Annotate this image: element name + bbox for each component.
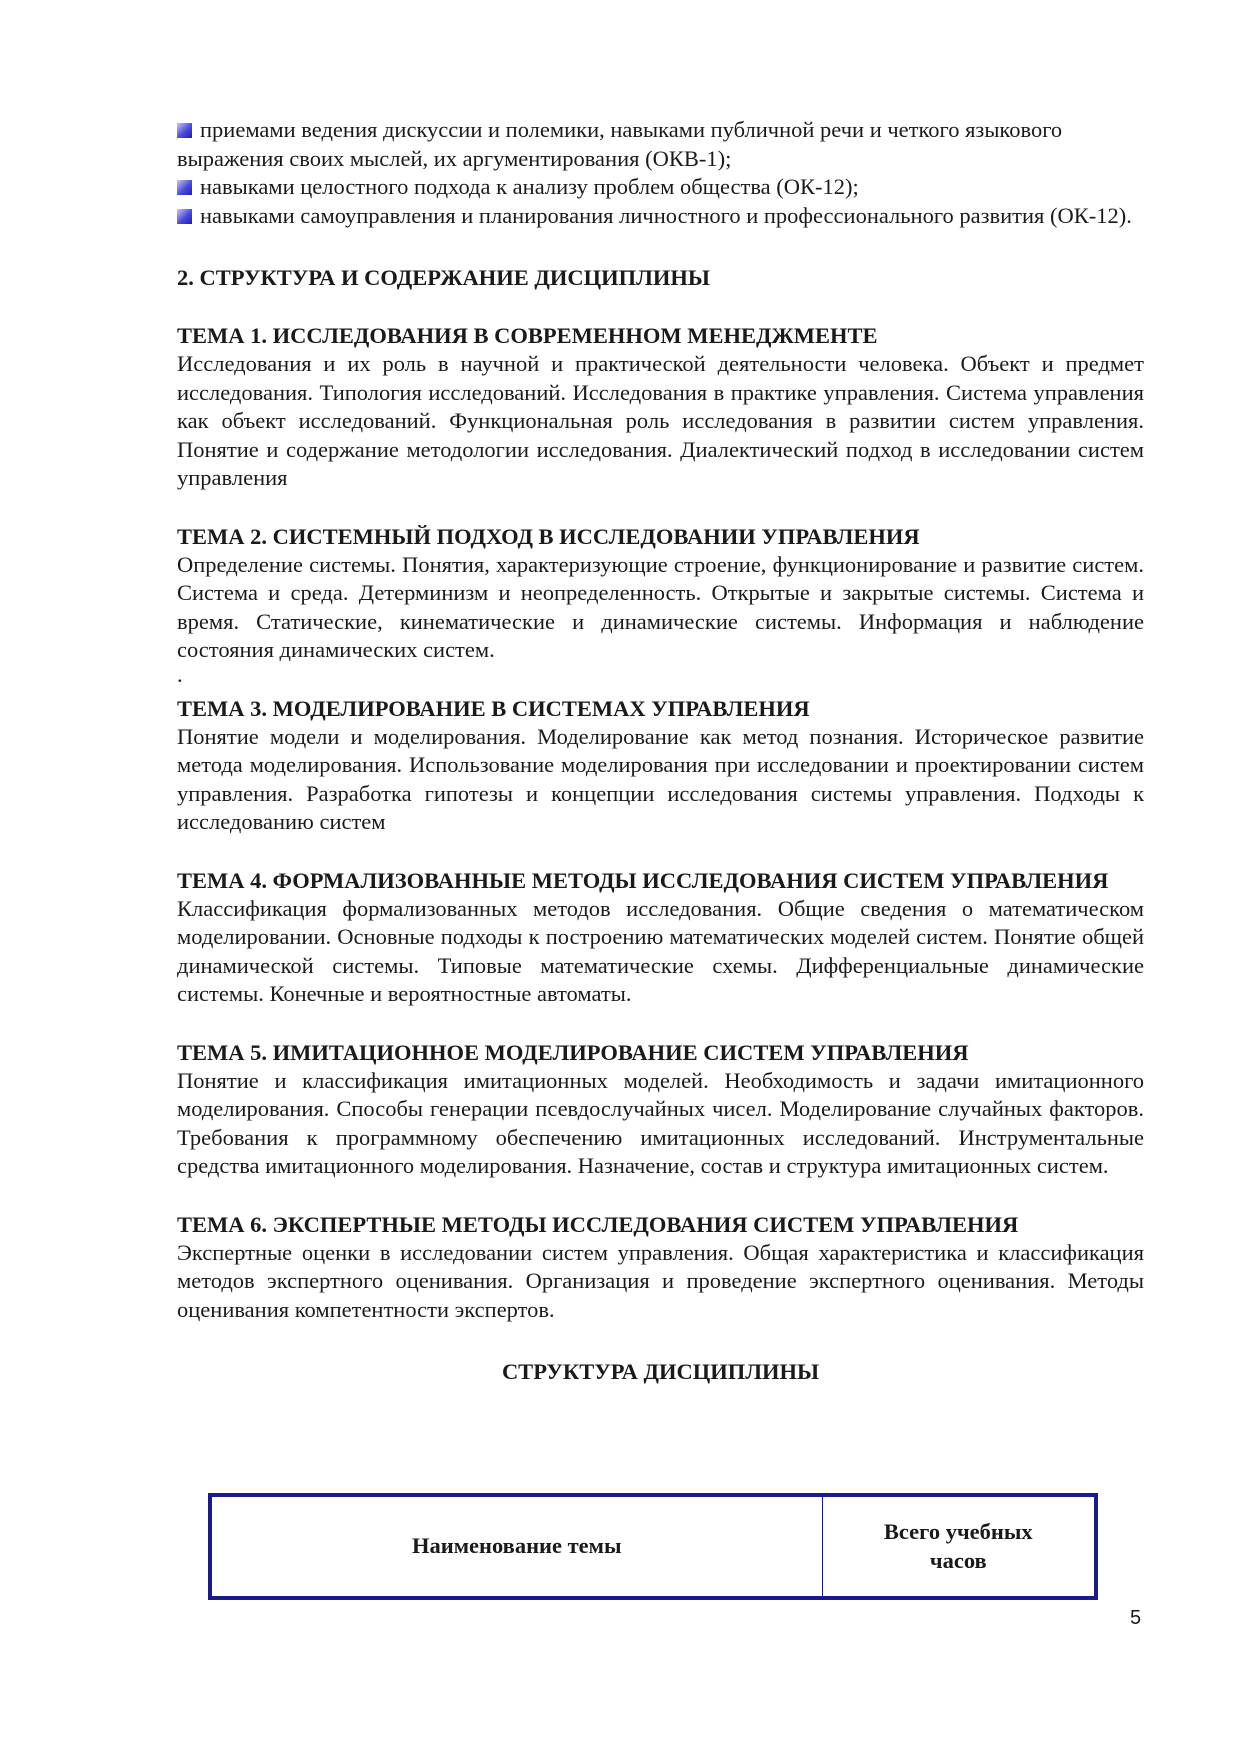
section-title: 2. СТРУКТУРА И СОДЕРЖАНИЕ ДИСЦИПЛИНЫ [177, 265, 710, 290]
table-title: СТРУКТУРА ДИСЦИПЛИНЫ [501, 1359, 820, 1384]
topic-3-title: ТЕМА 3. МОДЕЛИРОВАНИЕ В СИСТЕМАХ УПРАВЛЕНИЯ [177, 695, 810, 721]
structure-table [208, 1493, 1098, 1600]
header-total-hours: Всего учебных часов [822, 1495, 1096, 1598]
topic-1-title: ТЕМА 1. ИССЛЕДОВАНИЯ В СОВРЕМЕННОМ МЕНЕДЖМЕНТЕ [177, 323, 878, 348]
document-body [177, 116, 1144, 1386]
topic-2-title: ТЕМА 2. СИСТЕМНЫЙ ПОДХОД В ИССЛЕДОВАНИИ УПРАВЛЕНИЯ [177, 523, 920, 549]
bullet-item: приемами ведения дискуссии и полемики, навыками публичной речи и четкого языкового выражения своих мыслей, их аргументирования (ОКВ-1); [177, 117, 1063, 171]
topic-6-text: Экспертные оценки в исследовании систем управления. Общая характеристика и классификация методов экспертного оценивания. Организация и проведение экспертного оценивания. Методы оценивания компетентности экспертов. [177, 1239, 1144, 1322]
square-bullet-icon [177, 180, 192, 195]
topic-5-text: Понятие и классификация имитационных моделей. Необходимость и задачи имитационного моделирования. Способы генерации псевдослучайных чисел. Моделирование случайных факторов. Требования к программному обеспечению имитационных исследований. Инструментальные средства имитационного моделирования. Назначение, состав и структура имитационных систем. [177, 1067, 1144, 1178]
topic-5-title: ТЕМА 5. ИМИТАЦИОННОЕ МОДЕЛИРОВАНИЕ СИСТЕМ УПРАВЛЕНИЯ [177, 1039, 969, 1065]
header-topic-name: Наименование темы [210, 1495, 822, 1598]
topic-3-text: Понятие модели и моделирования. Моделирование как метод познания. Историческое развитие метода моделирования. Использование моделирования при исследовании и проектировании систем управления. Разработка гипотезы и концепции исследования системы управления. Подходы к исследованию систем [177, 723, 1144, 834]
topic-4-title: ТЕМА 4. ФОРМАЛИЗОВАННЫЕ МЕТОДЫ ИССЛЕДОВАНИЯ СИСТЕМ УПРАВЛЕНИЯ [177, 867, 1109, 893]
topic-1-text: Исследования и их роль в научной и практической деятельности человека. Объект и предмет исследования. Типология исследований. Исследования в практике управления. Система управления как объект исследований. Функциональная роль исследования в развитии систем управления. Понятие и содержание методологии исследования. Диалектический подход в исследовании систем управления [177, 351, 1144, 490]
bullet-item: навыками самоуправления и планирования личностного и профессионального развития (ОК-12). [177, 202, 1144, 231]
square-bullet-icon [177, 209, 192, 224]
table-header-row [210, 1495, 1096, 1598]
topic-6-title: ТЕМА 6. ЭКСПЕРТНЫЕ МЕТОДЫ ИССЛЕДОВАНИЯ СИСТЕМ УПРАВЛЕНИЯ [177, 1211, 1019, 1237]
topic-4-text: Классификация формализованных методов исследования. Общие сведения о математическом моделировании. Основные подходы к построению математических моделей систем. Понятие общей динамической системы. Типовые математические схемы. Дифференциальные динамические системы. Конечные и вероятностные автоматы. [177, 895, 1144, 1006]
square-bullet-icon [177, 123, 192, 138]
bullet-item: навыками целостного подхода к анализу проблем общества (ОК-12); [177, 173, 1144, 202]
page-number: 5 [1130, 1607, 1142, 1629]
stray-dot: . [177, 661, 183, 687]
topic-2-text: Определение системы. Понятия, характеризующие строение, функционирование и развитие систем. Система и среда. Детерминизм и неопределенность. Открытые и закрытые системы. Система и время. Статические, кинематические и динамические системы. Информация и наблюдение состояния динамических систем. [177, 551, 1144, 662]
